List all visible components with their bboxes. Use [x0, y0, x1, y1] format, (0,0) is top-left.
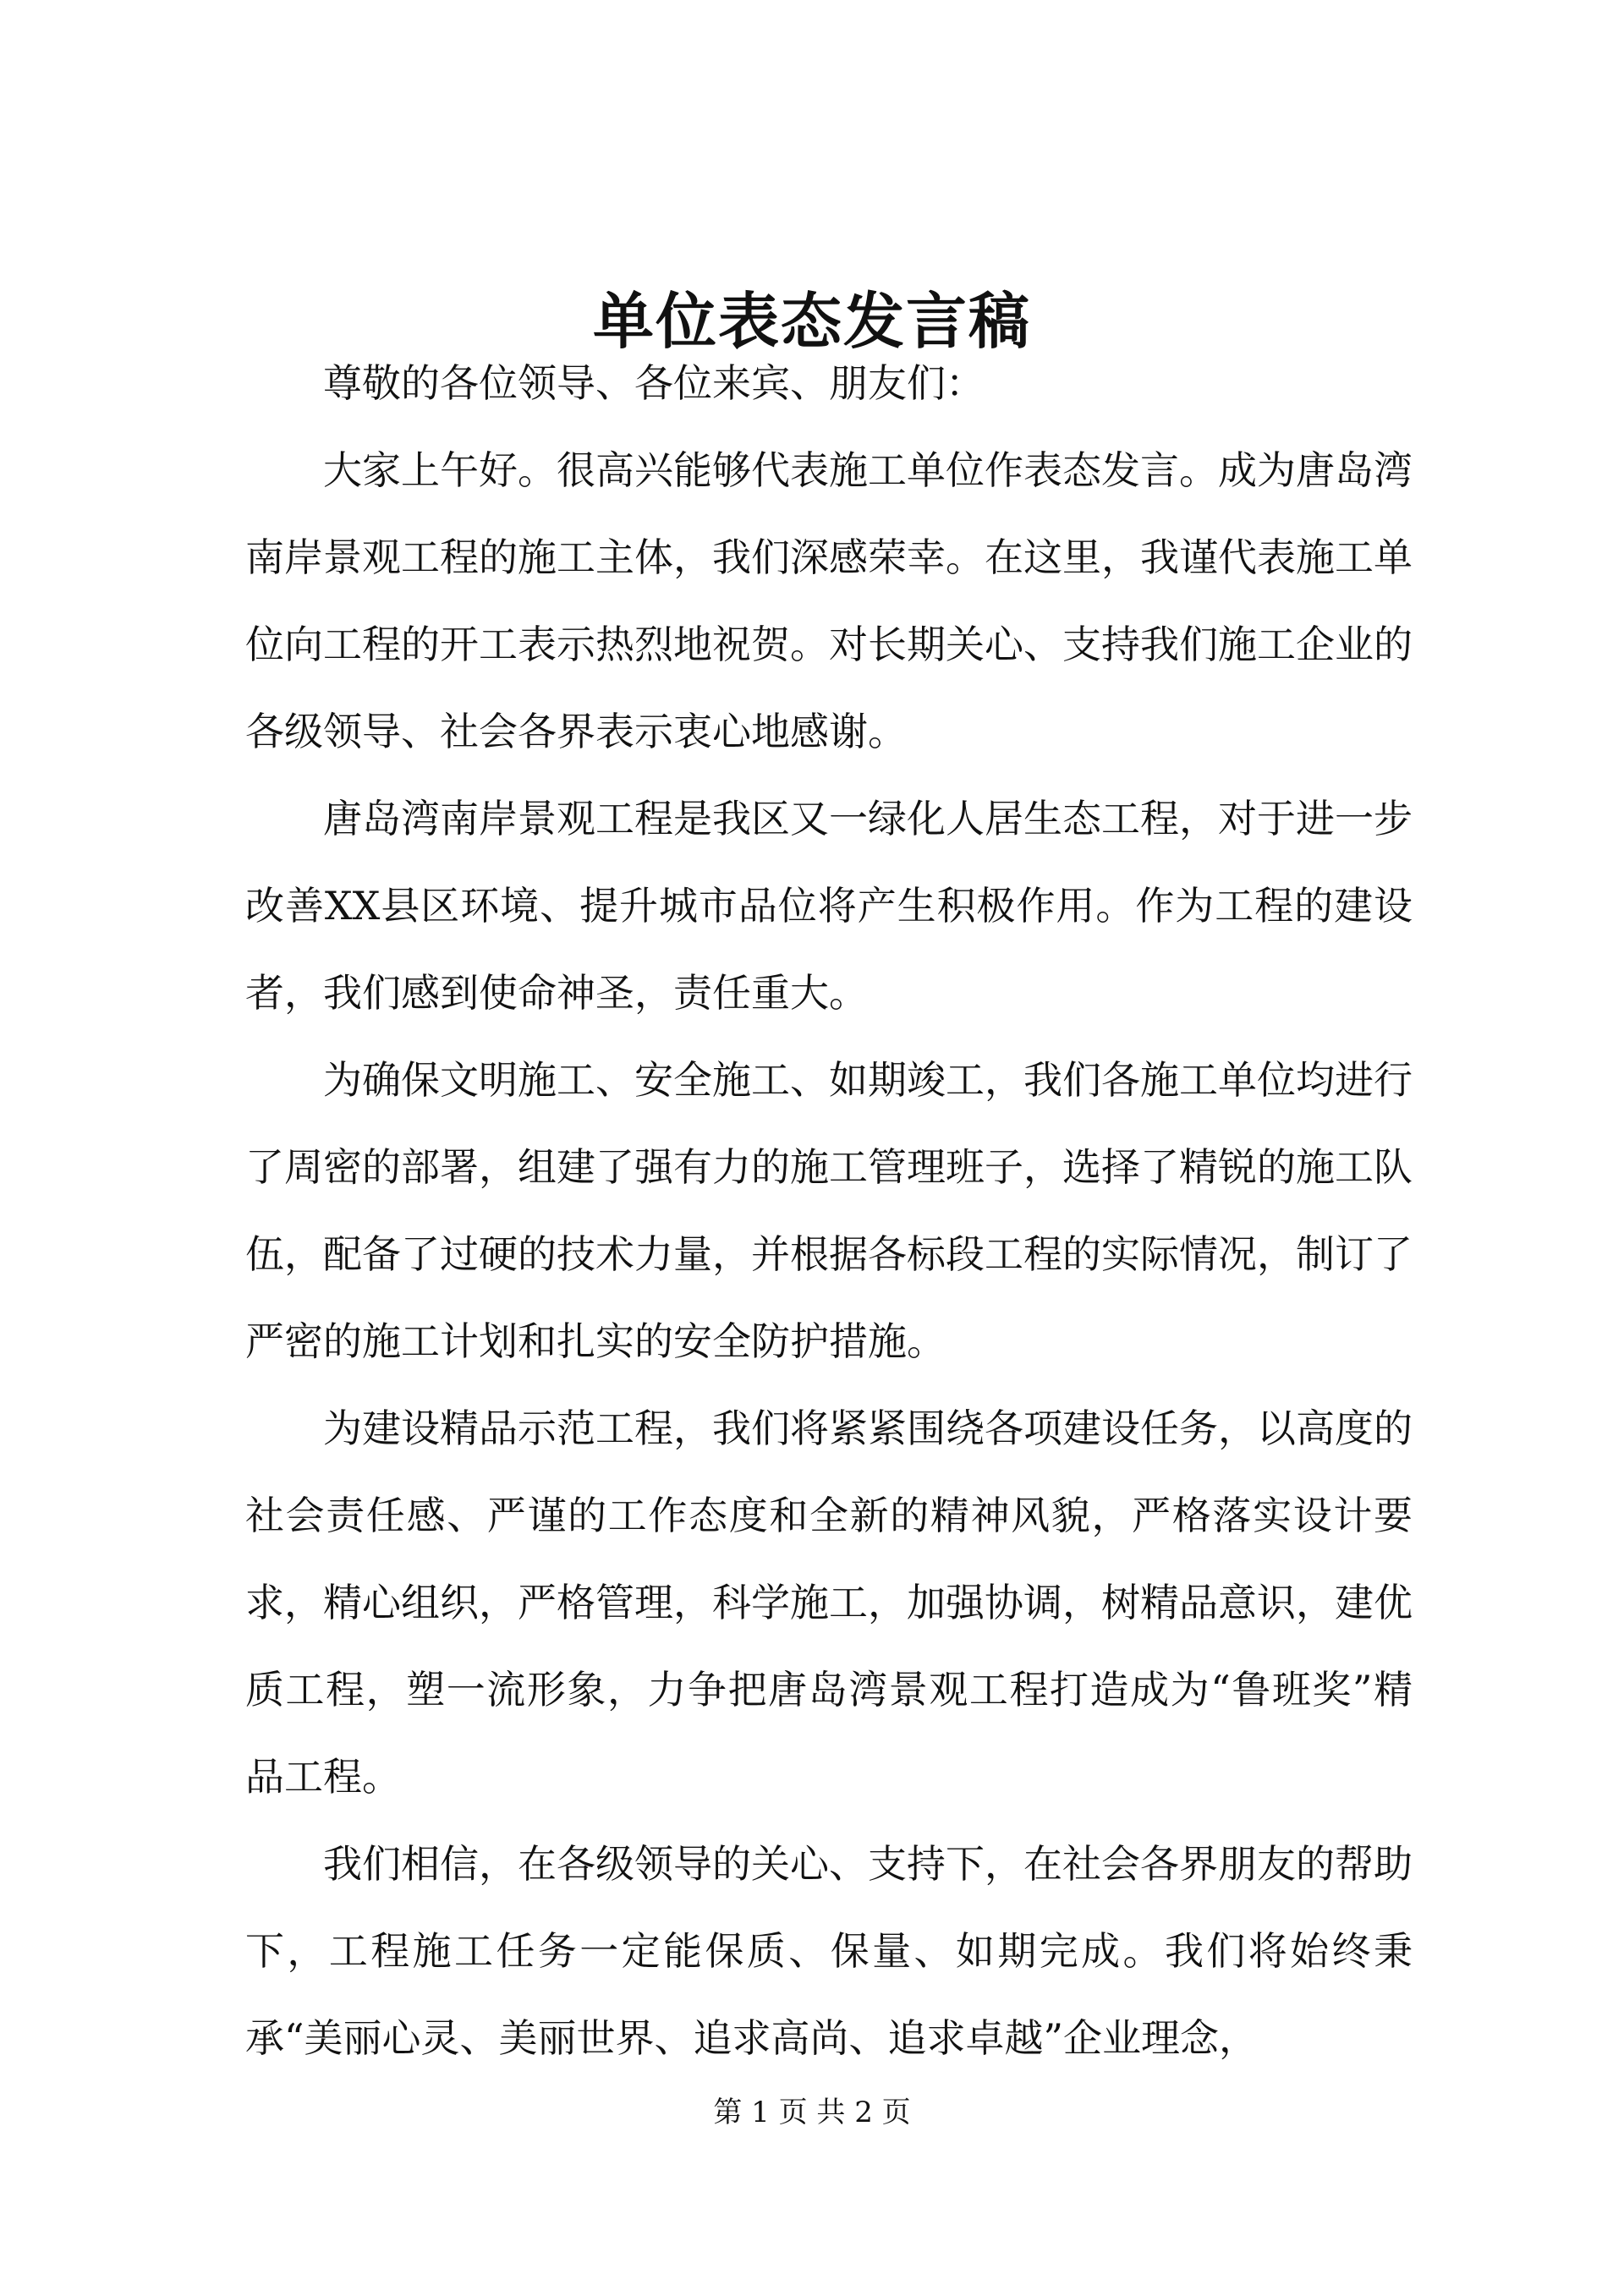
paragraph-opening: 大家上午好。很高兴能够代表施工单位作表态发言。成为唐岛湾南岸景观工程的施工主体，我们深感荣幸。在这里，我谨代表施工单位向工程的开工表示热烈地祝贺。对长期关心、支持我们施工企业的各级领导、社会各界表示衷心地感谢。 [245, 447, 1413, 754]
paragraph-greeting: 尊敬的各位领导、各位来宾、朋友们： [323, 360, 985, 406]
page-number: 第 1 页 共 2 页 [713, 2096, 911, 2129]
document-title: 单位表态发言稿 [592, 285, 1031, 357]
paragraph-project-significance: 唐岛湾南岸景观工程是我区又一绿化人居生态工程，对于进一步改善XX县区环境、提升城市品位将产生积极作用。作为工程的建设者，我们感到使命神圣，责任重大。 [245, 796, 1413, 1016]
paragraph-preparation: 为确保文明施工、安全施工、如期竣工，我们各施工单位均进行了周密的部署，组建了强有力的施工管理班子，选择了精锐的施工队伍，配备了过硬的技术力量，并根据各标段工程的实际情况，制订了严密的施工计划和扎实的安全防护措施。 [245, 1057, 1413, 1364]
document-body [245, 340, 1413, 2082]
paragraph-quality-commitment: 为建设精品示范工程，我们将紧紧围绕各项建设任务，以高度的社会责任感、严谨的工作态度和全新的精神风貌，严格落实设计要求，精心组织，严格管理，科学施工，加强协调，树精品意识，建优质工程，塑一流形象，力争把唐岛湾景观工程打造成为“鲁班奖”精品工程。 [245, 1406, 1413, 1800]
paragraph-confidence: 我们相信，在各级领导的关心、支持下，在社会各界朋友的帮助下，工程施工任务一定能保质、保量、如期完成。我们将始终秉承“美丽心灵、美丽世界、追求高尚、追求卓越”企业理念， [245, 1841, 1413, 2061]
